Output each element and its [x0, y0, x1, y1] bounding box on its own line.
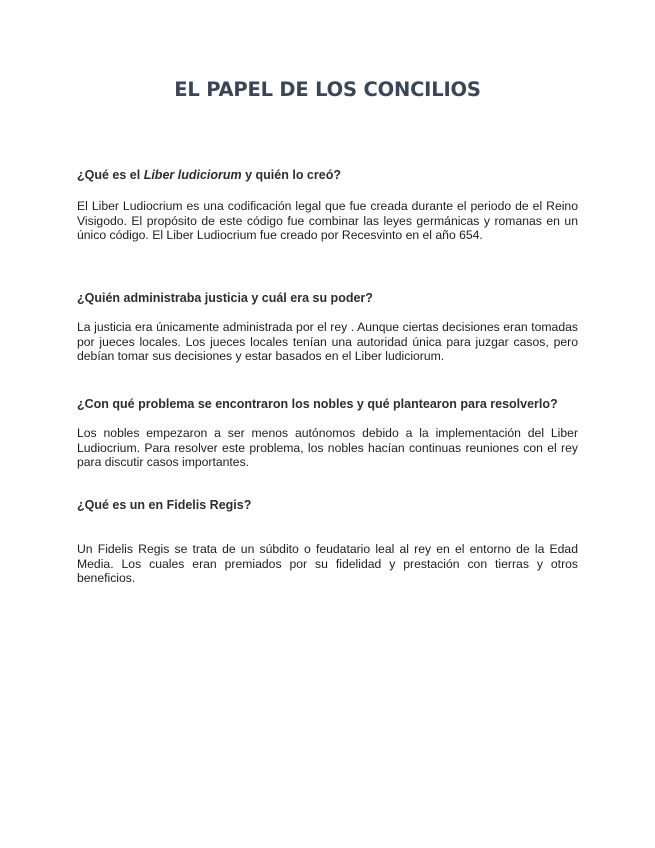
section-justicia: [77, 290, 578, 364]
section-paragraph: La justicia era únicamente administrada por el rey . Aunque ciertas decisiones eran tomadas por jueces locales. Los jueces locales tenían una autoridad única para juzgar casos, pero debían tomar sus decisiones y estar basados en el Liber ludiciorum.: [77, 320, 578, 363]
page-title: EL PAPEL DE LOS CONCILIOS: [174, 78, 481, 101]
section-paragraph: Los nobles empezaron a ser menos autónomos debido a la implementación del Liber Ludiocrium. Para resolver este problema, los nobles hacían continuas reuniones con el rey para discutir casos importantes.: [77, 426, 578, 469]
section-paragraph: El Liber Ludiocrium es una codificación legal que fue creada durante el periodo de el Reino Visigodo. El propósito de este código fue combinar las leyes germánicas y romanas en un único código. El Liber Ludiocrium fue creado por Recesvinto en el año 654.: [77, 199, 578, 242]
section-nobles: [77, 396, 578, 470]
section-heading: ¿Quién administraba justicia y cuál era su poder?: [77, 291, 373, 305]
section-heading: ¿Qué es un en Fidelis Regis?: [77, 498, 252, 512]
section-liber-ludiciorum: [77, 167, 578, 243]
section-paragraph: Un Fidelis Regis se trata de un súbdito o feudatario leal al rey en el entorno de la Edad Media. Los cuales eran premiados por su fidelidad y prestación con tierras y otros beneficios.: [77, 542, 578, 585]
heading-text: y quién lo creó?: [241, 168, 341, 182]
heading-text: ¿Qué es el: [77, 168, 144, 182]
heading-italic-text: Liber ludiciorum: [143, 168, 242, 182]
section-heading: ¿Con qué problema se encontraron los nobles y qué plantearon para resolverlo?: [77, 397, 558, 411]
section-heading: [77, 167, 578, 183]
section-fidelis-regis: [77, 497, 578, 586]
